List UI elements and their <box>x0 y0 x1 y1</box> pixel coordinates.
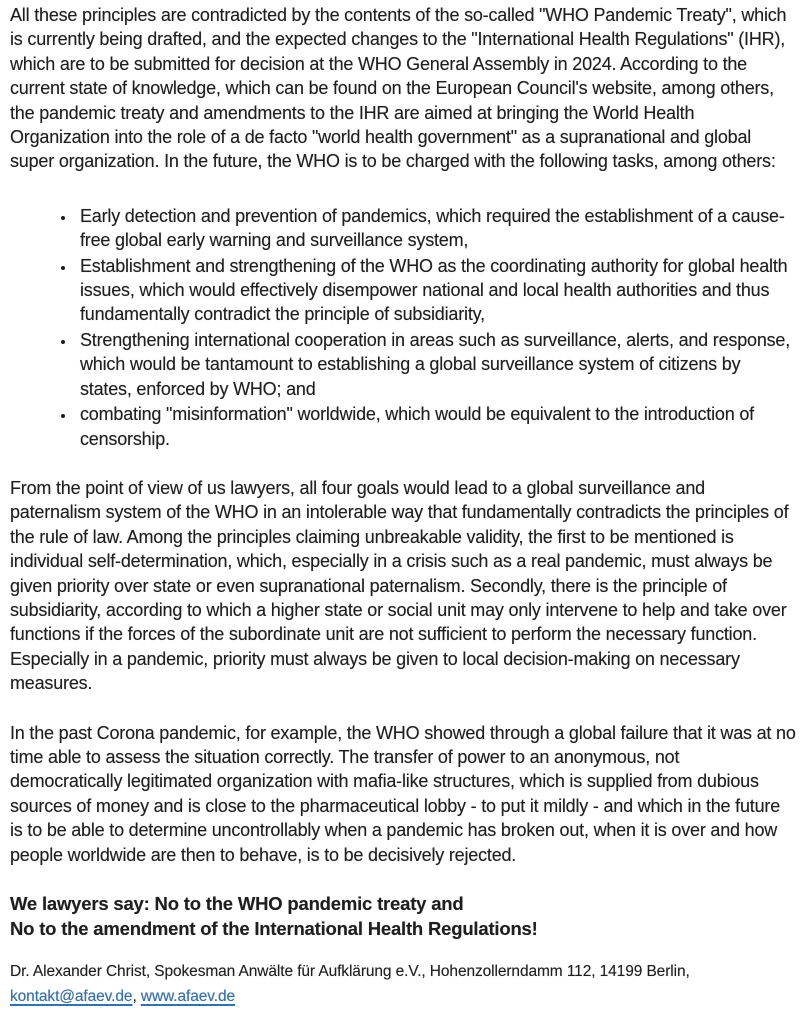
bullet-item-who-strengthening: • Establishment and strengthening of the WHO as the coordinating authority for global health issues, which would effectively disempower national and local health authorities and thus fundamentally contradict the principle of subsidiarity, <box>76 254 796 327</box>
signature-links <box>10 984 796 1009</box>
intro-paragraph: All these principles are contradicted by the contents of the so-called "WHO Pandemic Treaty", which is currently being drafted, and the expected changes to the "International Health Regulations" (IHR), which are to be submitted for decision at the WHO General Assembly in 2024. According to the current state of knowledge, which can be found on the European Council's website, among others, the pandemic treaty and amendments to the IHR are aimed at bringing the World Health Organization into the role of a de facto "world health government" as a supranational and global super organization. In the future, the WHO is to be charged with the following tasks, among others: <box>10 5 787 172</box>
signature-block <box>10 959 796 1009</box>
corona-pandemic-paragraph: In the past Corona pandemic, for example, the WHO showed through a global failure that it was at no time able to assess the situation correctly. The transfer of power to an anonymous, not democratically legitimated organization with mafia-like structures, which is supplied from dubious sources of money and is close to the pharmaceutical lobby - to put it mildly - and which in the future is to be able to determine uncontrollably when a pandemic has broken out, when it is over and how people worldwide are then to behave, is to be decisively rejected. <box>10 722 796 865</box>
website-link[interactable]: www.afaev.de <box>140 988 236 1005</box>
bold-statement <box>10 891 796 941</box>
links-separator: , <box>132 988 141 1005</box>
tasks-bullet-list <box>10 204 796 451</box>
signature-line: Dr. Alexander Christ, Spokesman Anwälte für Aufklärung e.V., Hohenzollerndamm 112, 14199 Berlin, <box>10 963 690 980</box>
statement-line-1: We lawyers say: No to the WHO pandemic treaty and <box>10 893 464 914</box>
bullet-item-international-cooperation: • Strengthening international cooperation in areas such as surveillance, alerts, and response, which would be tantamount to establishing a global surveillance system of citizens by states, enforced by WHO; and <box>76 328 796 401</box>
bullet-item-misinformation: • combating "misinformation" worldwide, which would be equivalent to the introduction of censorship. <box>76 402 796 451</box>
lawyers-view-paragraph: From the point of view of us lawyers, all four goals would lead to a global surveillance and paternalism system of the WHO in an intolerable way that fundamentally contradicts the principles of the rule of law. Among the principles claiming unbreakable validity, the first to be mentioned is individual self-determination, which, especially in a crisis such as a real pandemic, must always be given priority over state or even supranational paternalism. Secondly, there is the principle of subsidiarity, according to which a higher state or social unit may only intervene to help and take over functions if the forces of the subordinate unit are not sufficient to perform the necessary function. Especially in a pandemic, priority must always be given to local decision-making on necessary measures. <box>10 477 789 694</box>
statement-line-2: No to the amendment of the International Health Regulations! <box>10 918 538 939</box>
email-link[interactable]: kontakt@afaev.de <box>10 988 133 1005</box>
bullet-item-early-detection: • Early detection and prevention of pandemics, which required the establishment of a cause-free global early warning and surveillance system, <box>76 204 796 253</box>
